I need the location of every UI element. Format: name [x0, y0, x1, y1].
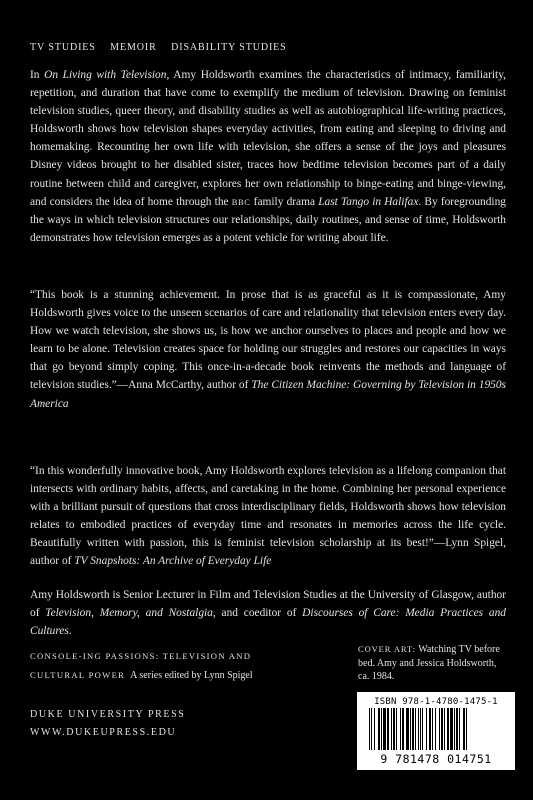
blurb-work-title: The Citizen Machine: Governing by Television in 1950s America: [30, 379, 506, 410]
series-editor: A series edited by Lynn Spigel: [130, 670, 253, 681]
subject-categories: [30, 42, 298, 53]
publisher-url[interactable]: WWW.DUKEUPRESS.EDU: [30, 727, 177, 738]
book-description: In On Living with Television, Amy Holdsworth examines the characteristics of intimacy, familiarity, repetition, and duration that have come to exemplify the medium of television. Drawing on feminist television studies, queer theory, and disability studies as well as autobiographical life-writing practices, Holdsworth shows how television shapes everyday activities, from eating and sleeping to driving and homemaking. Recounting her own life with television, she offers a sense of the joys and pleasures Disney videos brought to her disabled sister, traces how bedtime television becomes part of a daily routine between child and caregiver, explores her own relationship to binge-eating and binge-viewing, and considers the idea of home through the BBC family drama Last Tango in Halifax. By foregrounding the ways in which television structures our relationships, daily routines, and sense of time, Holdsworth demonstrates how television emerges as a potent vehicle for writing about life.: [30, 69, 506, 244]
blurb-spigel: [30, 462, 506, 571]
barcode-bars-icon: [369, 708, 503, 752]
publisher-info: [30, 706, 185, 742]
category-tv-studies: TV STUDIES: [30, 42, 96, 53]
category-memoir: MEMOIR: [110, 42, 157, 53]
series-title-line1: CONSOLE-ING PASSIONS: TELEVISION AND: [30, 651, 252, 661]
category-disability-studies: DISABILITY STUDIES: [171, 42, 287, 53]
drama-title: Last Tango in Halifax: [318, 195, 419, 208]
isbn-barcode: [357, 692, 515, 770]
blurb-work-title: TV Snapshots: An Archive of Everyday Life: [74, 555, 272, 568]
barcode-digits: 9 781478 014751: [380, 752, 492, 766]
cover-art-credit: [358, 643, 508, 684]
bbc-label: BBC: [231, 196, 251, 207]
isbn-label: ISBN 978-1-4780-1475-1: [374, 697, 498, 707]
series-title-line2: CULTURAL POWER: [30, 670, 126, 680]
blurb-attribution: —Lynn Spigel, author of: [30, 537, 506, 568]
bio-work-1: Television, Memory, and Nostalgia: [45, 607, 213, 620]
bio-work-2: Discourses of Care: Media Practices and Cultures: [30, 607, 506, 638]
blurb-quote: “In this wonderfully innovative book, Amy Holdsworth explores television as a lifelong companion that intersects with ordinary habits, affects, and caretaking in the home. Combining her personal experience with a brilliant pursuit of questions that cross interdisciplinary fields, Holdsworth shows how television relates to embodied practices of everyday time and resonates in memories across the life cycle. Beautifully written with passion, this is feminist television scholarship at its best!”: [30, 465, 506, 550]
book-title: On Living with Television: [44, 69, 167, 81]
series-info: [30, 647, 340, 685]
cover-art-label: COVER ART:: [358, 644, 416, 654]
blurb-attribution: —Anna McCarthy, author of: [116, 379, 252, 392]
blurb-mccarthy: [30, 286, 506, 413]
author-bio: Amy Holdsworth is Senior Lecturer in Film and Television Studies at the University of Glasgow, author of Television, Memory, and Nostalgia, and coeditor of Discourses of Care: Media Practices and Cultures.: [30, 589, 506, 638]
cover-art-text: Watching TV before bed. Amy and Jessica Holdsworth, ca. 1984.: [358, 644, 500, 682]
blurb-quote: “This book is a stunning achievement. In prose that is as graceful as it is compassionate, Amy Holdsworth gives voice to the unseen scenarios of care and relationality that television enters every day. How we watch television, she shows us, is how we anchor ourselves to places and people and how we learn to be alone. Television creates space for holding our struggles and restores our capacities in ways that go beyond simply coping. This once-in-a-decade book reinvents the methods and language of television studies.”: [30, 289, 506, 392]
publisher-name: DUKE UNIVERSITY PRESS: [30, 709, 186, 720]
